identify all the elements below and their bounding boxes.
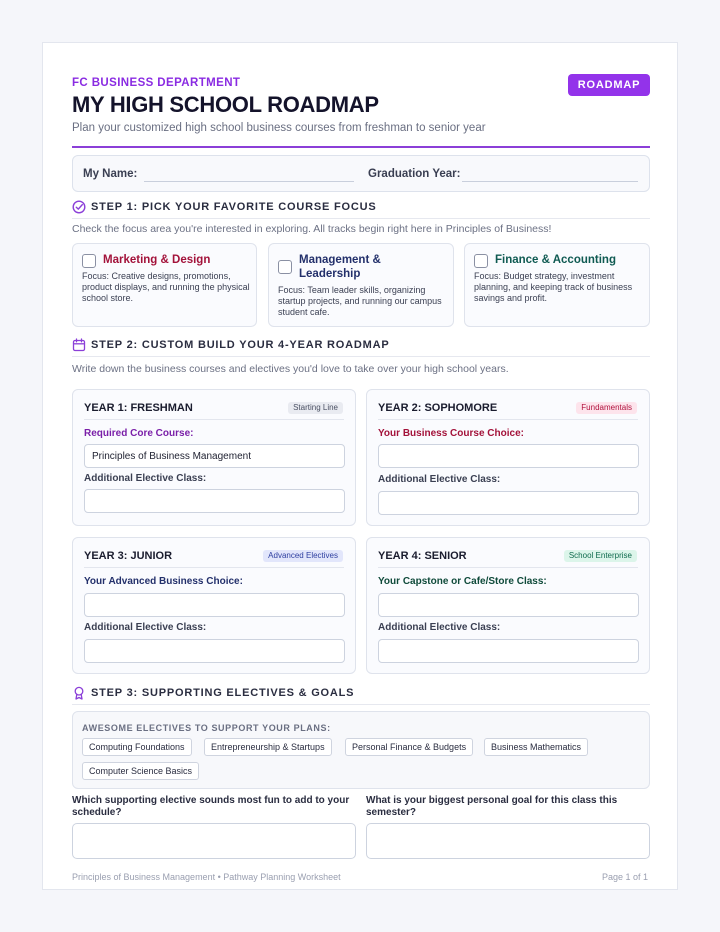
step3-title: STEP 3: SUPPORTING ELECTIVES & GOALS bbox=[91, 687, 355, 699]
focus-option-title: Management & Leadership bbox=[299, 254, 381, 280]
year-tag: Advanced Electives bbox=[263, 550, 343, 562]
year-title: YEAR 1: FRESHMAN bbox=[84, 402, 193, 414]
year-card-senior bbox=[366, 537, 650, 674]
elective-chip[interactable]: Entrepreneurship & Startups bbox=[204, 738, 332, 756]
year-tag: School Enterprise bbox=[564, 550, 637, 562]
focus-option-description: Focus: Creative designs, promotions, product displays, and running the physical school store. bbox=[82, 271, 250, 303]
department-label: FC BUSINESS DEPARTMENT bbox=[72, 77, 241, 89]
worksheet-page bbox=[42, 42, 678, 890]
year-card-sophomore bbox=[366, 389, 650, 526]
award-ribbon-icon bbox=[72, 686, 86, 700]
focus-option-description: Focus: Budget strategy, investment planning, and keeping track of business savings and profit. bbox=[474, 271, 633, 303]
step2-header bbox=[72, 337, 650, 357]
check-circle-icon bbox=[72, 200, 86, 214]
elective-label: Additional Elective Class: bbox=[84, 622, 207, 633]
core-course-field[interactable]: Principles of Business Management bbox=[84, 444, 345, 468]
elective-chip[interactable]: Personal Finance & Budgets bbox=[345, 738, 473, 756]
step1-header bbox=[72, 199, 650, 219]
year-tag: Fundamentals bbox=[576, 402, 637, 414]
step3-header bbox=[72, 685, 650, 705]
year-title: YEAR 3: JUNIOR bbox=[84, 550, 173, 562]
year-title: YEAR 2: SOPHOMORE bbox=[378, 402, 498, 414]
elective-chip[interactable]: Computing Foundations bbox=[82, 738, 192, 756]
electives-box bbox=[72, 711, 650, 789]
focus-option-description: Focus: Team leader skills, organizing startup projects, and running our campus student cafe. bbox=[278, 285, 442, 317]
elective-field[interactable] bbox=[84, 639, 345, 663]
header-rule bbox=[72, 146, 650, 148]
year-card-freshman bbox=[72, 389, 356, 526]
page-title: MY HIGH SCHOOL ROADMAP bbox=[72, 92, 379, 117]
elective-chip[interactable]: Computer Science Basics bbox=[82, 762, 199, 780]
personal-goal-answer-field[interactable] bbox=[366, 823, 650, 859]
focus-checkbox[interactable] bbox=[82, 254, 96, 268]
elective-field[interactable] bbox=[378, 639, 639, 663]
divider bbox=[84, 567, 344, 568]
focus-checkbox[interactable] bbox=[278, 260, 292, 274]
step2-title: STEP 2: CUSTOM BUILD YOUR 4-YEAR ROADMAP bbox=[91, 339, 390, 351]
focus-option-management[interactable] bbox=[268, 243, 454, 327]
name-label: My Name: bbox=[83, 168, 138, 180]
divider bbox=[84, 419, 344, 420]
year-question: Your Capstone or Cafe/Store Class: bbox=[378, 576, 547, 587]
fun-elective-answer-field[interactable] bbox=[72, 823, 356, 859]
personal-goal-question: What is your biggest personal goal for this class this semester? bbox=[366, 795, 618, 818]
focus-checkbox[interactable] bbox=[474, 254, 488, 268]
fun-elective-question: Which supporting elective sounds most fun to add to your schedule? bbox=[72, 795, 350, 818]
elective-field[interactable] bbox=[378, 491, 639, 515]
elective-label: Additional Elective Class: bbox=[84, 473, 207, 484]
page-subtitle: Plan your customized high school business courses from freshman to senior year bbox=[72, 122, 486, 134]
year-title: YEAR 4: SENIOR bbox=[378, 550, 467, 562]
footer-page-number: Page 1 of 1 bbox=[601, 872, 648, 882]
focus-option-finance[interactable] bbox=[464, 243, 650, 327]
step2-description: Write down the business courses and electives you'd love to take over your high school years. bbox=[72, 363, 509, 375]
electives-heading: AWESOME ELECTIVES TO SUPPORT YOUR PLANS: bbox=[82, 723, 331, 733]
elective-field[interactable] bbox=[84, 489, 345, 513]
divider bbox=[378, 419, 638, 420]
year-question: Your Advanced Business Choice: bbox=[84, 576, 243, 587]
footer-course-label: Principles of Business Management • Pathway Planning Worksheet bbox=[72, 872, 341, 882]
advanced-choice-field[interactable] bbox=[84, 593, 345, 617]
elective-label: Additional Elective Class: bbox=[378, 622, 501, 633]
step1-title: STEP 1: PICK YOUR FAVORITE COURSE FOCUS bbox=[91, 201, 377, 213]
graduation-year-field[interactable] bbox=[462, 181, 638, 182]
year-tag: Starting Line bbox=[288, 402, 343, 414]
course-choice-field[interactable] bbox=[378, 444, 639, 468]
calendar-icon bbox=[72, 338, 86, 352]
graduation-year-label: Graduation Year: bbox=[368, 168, 461, 180]
focus-option-title: Finance & Accounting bbox=[495, 254, 616, 266]
roadmap-badge: ROADMAP bbox=[568, 74, 650, 96]
step1-description: Check the focus area you're interested in exploring. All tracks begin right here in Principles of Business! bbox=[72, 223, 552, 235]
name-field[interactable] bbox=[144, 181, 354, 182]
student-info-box bbox=[72, 155, 650, 192]
capstone-choice-field[interactable] bbox=[378, 593, 639, 617]
focus-option-marketing[interactable] bbox=[72, 243, 257, 327]
elective-label: Additional Elective Class: bbox=[378, 474, 501, 485]
year-question: Required Core Course: bbox=[84, 428, 194, 439]
focus-option-title: Marketing & Design bbox=[103, 254, 211, 266]
elective-chip[interactable]: Business Mathematics bbox=[484, 738, 588, 756]
year-card-junior bbox=[72, 537, 356, 674]
year-question: Your Business Course Choice: bbox=[378, 428, 524, 439]
divider bbox=[378, 567, 638, 568]
